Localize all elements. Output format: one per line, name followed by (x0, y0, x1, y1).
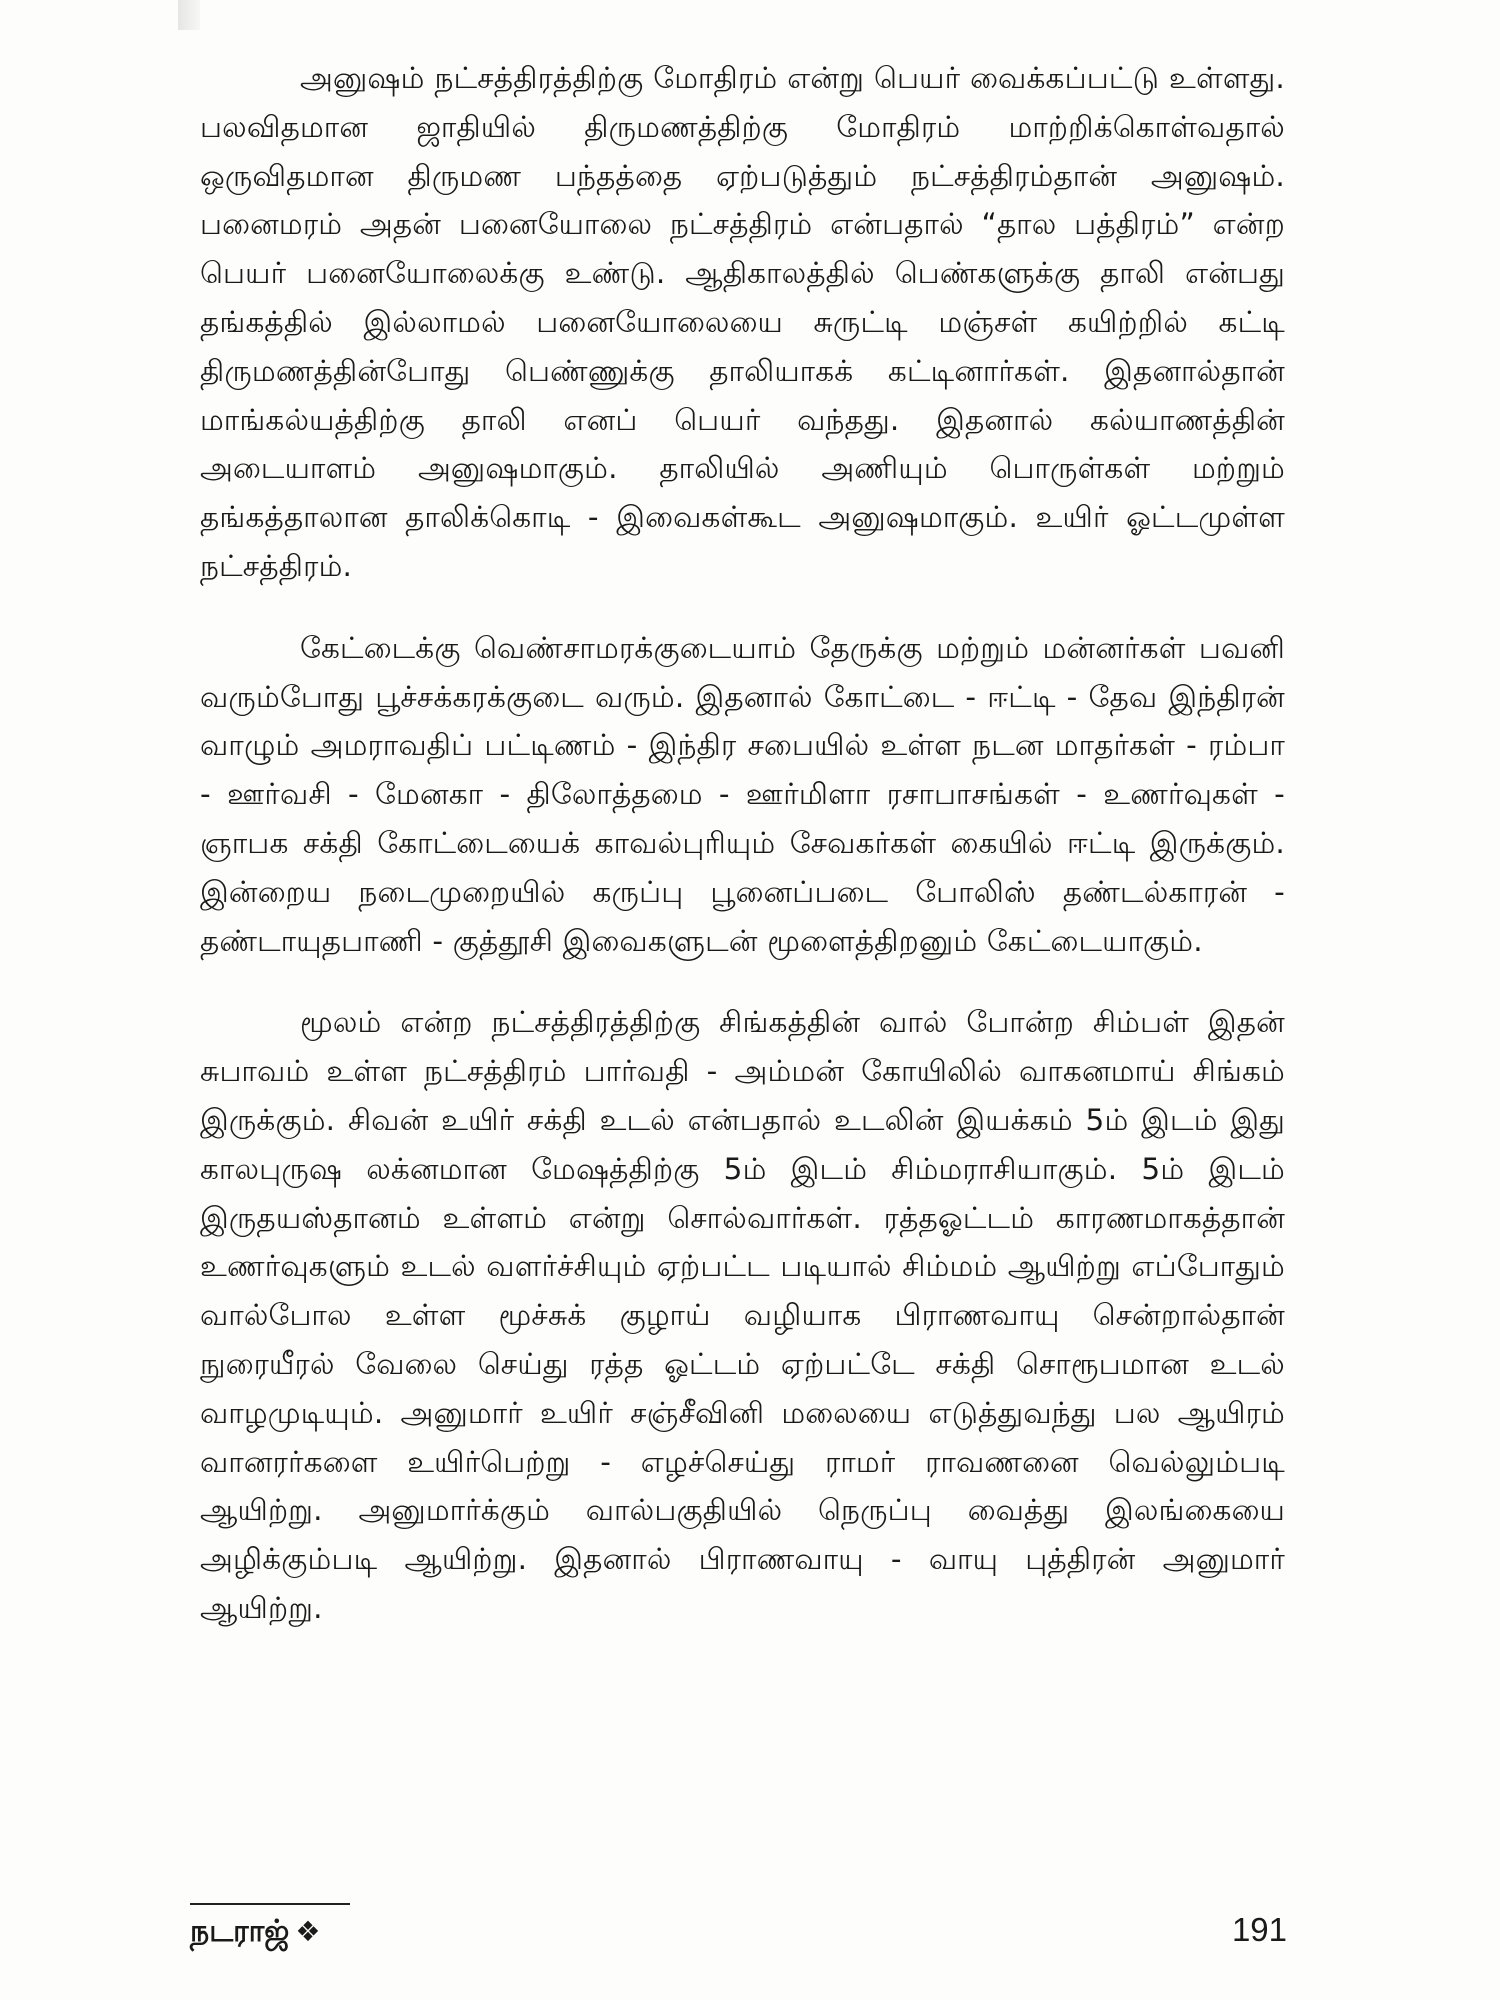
footer-rule (190, 1903, 350, 1905)
paragraph-kettai: கேட்டைக்கு வெண்சாமரக்குடையாம் தேருக்கு மற்றும் மன்னர்கள் பவனி வரும்போது பூச்சக்கரக்குடை வரும். இதனால் கோட்டை - ஈட்டி - தேவ இந்திரன் வாழும் அமராவதிப் பட்டிணம் - இந்திர சபையில் உள்ள நடன மாதர்கள் - ரம்பா - ஊர்வசி - மேனகா - திலோத்தமை - ஊர்மிளா ரசாபாசங்கள் - உணர்வுகள் - ஞாபக சக்தி கோட்டையைக் காவல்புரியும் சேவகர்கள் கையில் ஈட்டி இருக்கும். இன்றைய நடைமுறையில் கருப்பு பூனைப்படை போலிஸ் தண்டல்காரன் - தண்டாயுதபாணி - குத்தூசி இவைகளுடன் மூளைத்திறனும் கேட்டையாகும். (200, 630, 1285, 958)
footer-author (190, 1912, 320, 1952)
ornament-icon: ❖ (295, 1915, 321, 1948)
author-name: நடராஜ் (190, 1914, 290, 1949)
page-edge-shadow (178, 0, 200, 30)
page-number: 191 (1231, 1911, 1287, 1948)
paragraph-anusham: அனுஷம் நட்சத்திரத்திற்கு மோதிரம் என்று பெயர் வைக்கப்பட்டு உள்ளது. பலவிதமான ஜாதியில் திருமணத்திற்கு மோதிரம் மாற்றிக்கொள்வதால் ஒருவிதமான திருமண பந்தத்தை ஏற்படுத்தும் நட்சத்திரம்தான் அனுஷம். பனைமரம் அதன் பனையோலை நட்சத்திரம் என்பதால் “தால பத்திரம்” என்ற பெயர் பனையோலைக்கு உண்டு. ஆதிகாலத்தில் பெண்களுக்கு தாலி என்பது தங்கத்தில் இல்லாமல் பனையோலையை சுருட்டி மஞ்சள் கயிற்றில் கட்டி திருமணத்தின்போது பெண்ணுக்கு தாலியாகக் கட்டினார்கள். இதனால்தான் மாங்கல்யத்திற்கு தாலி எனப் பெயர் வந்தது. இதனால் கல்யாணத்தின் அடையாளம் அனுஷமாகும். தாலியில் அணியும் பொருள்கள் மற்றும் தங்கத்தாலான தாலிக்கொடி - இவைகள்கூட அனுஷமாகும். உயிர் ஓட்டமுள்ள நட்சத்திரம். (200, 61, 1285, 583)
body-text (200, 54, 1285, 1633)
paragraph-moolam: மூலம் என்ற நட்சத்திரத்திற்கு சிங்கத்தின் வால் போன்ற சிம்பள் இதன் சுபாவம் உள்ள நட்சத்திரம் பார்வதி - அம்மன் கோயிலில் வாகனமாய் சிங்கம் இருக்கும். சிவன் உயிர் சக்தி உடல் என்பதால் உடலின் இயக்கம் 5ம் இடம் இது காலபுருஷ லக்னமான மேஷத்திற்கு 5ம் இடம் சிம்மராசியாகும். 5ம் இடம் இருதயஸ்தானம் உள்ளம் என்று சொல்வார்கள். ரத்தஓட்டம் காரணமாகத்தான் உணர்வுகளும் உடல் வளர்ச்சியும் ஏற்பட்ட படியால் சிம்மம் ஆயிற்று எப்போதும் வால்போல உள்ள மூச்சுக் குழாய் வழியாக பிராணவாயு சென்றால்தான் நுரையீரல் வேலை செய்து ரத்த ஓட்டம் ஏற்பட்டே சக்தி சொரூபமான உடல் வாழமுடியும். அனுமார் உயிர் சஞ்சீவினி மலையை எடுத்துவந்து பல ஆயிரம் வானரர்களை உயிர்பெற்று - எழச்செய்து ராமர் ராவணனை வெல்லும்படி ஆயிற்று. அனுமார்க்கும் வால்பகுதியில் நெருப்பு வைத்து இலங்கையை அழிக்கும்படி ஆயிற்று. இதனால் பிராணவாயு - வாயு புத்திரன் அனுமார் ஆயிற்று. (200, 1005, 1285, 1625)
